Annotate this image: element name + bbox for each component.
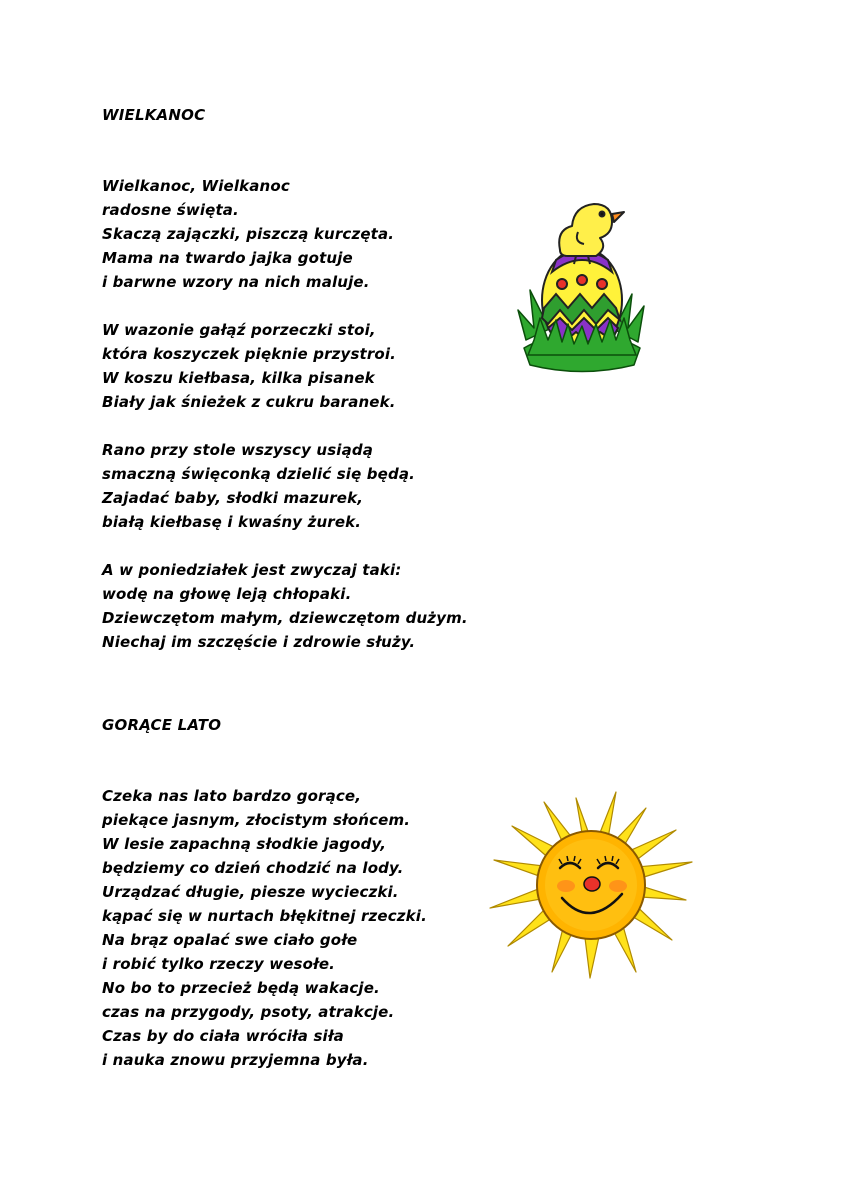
poem-line: będziemy co dzień chodzić na lody. — [102, 859, 404, 877]
poem-line: smaczną święconką dzielić się będą. — [102, 465, 415, 483]
poem-line: Zajadać baby, słodki mazurek, — [102, 489, 364, 507]
poem-title-gorace-lato: GORĄCE LATO — [102, 716, 222, 734]
poem-line: Skaczą zajączki, piszczą kurczęta. — [102, 225, 395, 243]
poem-line: Biały jak śnieżek z cukru baranek. — [102, 393, 396, 411]
poem-line: Dziewczętom małym, dziewczętom dużym. — [102, 609, 468, 627]
poem-line: kąpać się w nurtach błękitnej rzeczki. — [102, 907, 427, 925]
poem-line: wodę na głowę leją chłopaki. — [102, 585, 352, 603]
poem-line: piekące jasnym, złocistym słońcem. — [102, 811, 411, 829]
poem-line: Wielkanoc, Wielkanoc — [102, 177, 290, 195]
chick-icon — [559, 204, 624, 264]
poem-line: No bo to przecież będą wakacje. — [102, 979, 380, 997]
poem-line: Niechaj im szczęście i zdrowie służy. — [102, 633, 416, 651]
poem-wielkanoc-stanza-4 — [102, 558, 468, 654]
poem-line: W lesie zapachną słodkie jagody, — [102, 835, 387, 853]
poem-line: która koszyczek pięknie przystroi. — [102, 345, 396, 363]
poem-gorace-lato-stanza-1 — [102, 784, 427, 1072]
poem-wielkanoc-stanza-2 — [102, 318, 396, 414]
easter-chick-egg-illustration — [516, 190, 648, 375]
poem-line: i robić tylko rzeczy wesołe. — [102, 955, 336, 973]
poem-line: Rano przy stole wszyscy usiądą — [102, 441, 374, 459]
smiling-sun-illustration — [486, 790, 696, 980]
poem-line: czas na przygody, psoty, atrakcje. — [102, 1003, 395, 1021]
poem-line: Mama na twardo jajka gotuje — [102, 249, 353, 267]
poem-line: białą kiełbasę i kwaśny żurek. — [102, 513, 362, 531]
poem-line: W koszu kiełbasa, kilka pisanek — [102, 369, 375, 387]
poem-line: Na brąz opalać swe ciało gołe — [102, 931, 358, 949]
poem-line: radosne święta. — [102, 201, 239, 219]
poem-line: Czas by do ciała wróciła siła — [102, 1027, 344, 1045]
poem-wielkanoc-stanza-1 — [102, 174, 394, 294]
poem-wielkanoc-stanza-3 — [102, 438, 415, 534]
poem-line: Czeka nas lato bardzo gorące, — [102, 787, 362, 805]
poem-line: i nauka znowu przyjemna była. — [102, 1051, 369, 1069]
poem-line: Urządzać długie, piesze wycieczki. — [102, 883, 399, 901]
poem-line: W wazonie gałąź porzeczki stoi, — [102, 321, 376, 339]
poem-title-wielkanoc: WIELKANOC — [102, 106, 206, 124]
sun-face-icon — [537, 831, 645, 939]
poem-line: i barwne wzory na nich maluje. — [102, 273, 370, 291]
poem-line: A w poniedziałek jest zwyczaj taki: — [102, 561, 402, 579]
